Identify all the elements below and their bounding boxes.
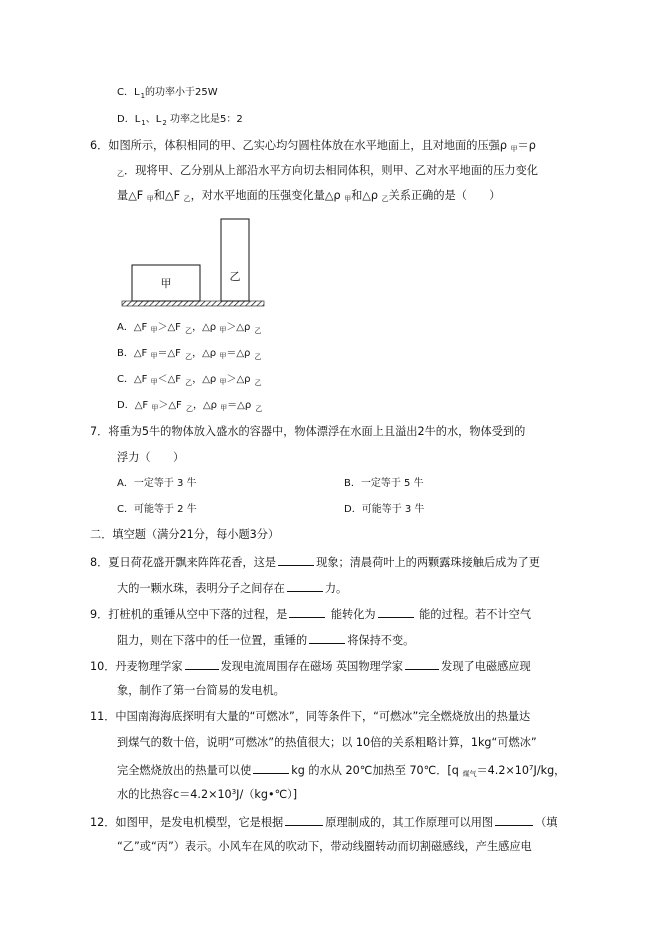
q11-line2: 到煤气的数十倍，说明“可燃冰”的热值很大；以 10倍的关系粗略计算，1kg“可燃冰” (117, 736, 537, 749)
q6-option-b: B．△F $_甲$＝△F $_乙$，△ρ $_甲$＝△ρ $_乙$ (117, 348, 262, 361)
q6-option-d: D．△F $_甲$＞△F $_乙$，△ρ $_甲$＝△ρ $_乙$ (117, 400, 263, 413)
q6-figure (120, 216, 266, 310)
q9-line1: 9．打桩机的重锤从空中下落的过程，是 能转化为 能的过程。若不计空气 (90, 608, 532, 621)
q8-line2: 大的一颗水珠，表明分子之间存在 力。 (117, 582, 348, 595)
q11-blank-1[interactable] (253, 762, 289, 774)
q12-line1: 12．如图甲，是发电机模型，它是根据 原理制成的，其工作原理可以用图 （填 (90, 816, 558, 829)
q12-blank-1[interactable] (285, 814, 323, 826)
q12-line2: “乙”或“丙”）表示。小风车在风的吹动下，带动线圈转动而切割磁感线，产生感应电 (117, 840, 532, 853)
q6-stem-line1: 6．如图所示，体积相同的甲、乙实心均匀圆柱体放在水平地面上，且对地面的压强ρ 甲＝ρ (90, 139, 536, 153)
q9-blank-1[interactable] (289, 606, 325, 618)
q7-option-d: D．可能等于 3 牛 (344, 504, 425, 515)
q6-option-a: A．△F $_甲$＞△F $_乙$，△ρ $_甲$＞△ρ $_乙$ (117, 322, 262, 335)
q11-line4: 水的比热容$c=4.2\times 10^3J/(kg•℃)$] (117, 788, 298, 801)
q8-line1: 8．夏日荷花盛开飘来阵阵花香，这是 现象；清晨荷叶上的两颗露珠接触后成为了更 (90, 556, 540, 569)
q10-line1: 10．丹麦物理学家 发现电流周围存在磁场 英国物理学家 发现了电磁感应现 (90, 660, 531, 673)
q7-option-a: A．一定等于 3 牛 (117, 478, 197, 489)
q9-line2: 阻力，则在下落中的任一位置，重锤的 将保持不变。 (117, 634, 415, 647)
section-title: 二．填空题（满分21分，每小题3分） (90, 528, 280, 541)
q11-line1: 11．中国南海海底探明有大量的“可燃冰”，同等条件下，“可燃冰”完全燃烧放出的热量达 (90, 710, 531, 723)
q11-line3: 完全燃烧放出的热量可以使 kg 的水从 20℃加热至 70℃．[q 煤气$=4.2\times 10^7J/kg$， (117, 764, 566, 778)
cylinder-yi (221, 219, 249, 301)
q5-option-d: D．$L_1$、$L_2$ 功率之比是5：2 (117, 114, 243, 127)
q12-blank-2[interactable] (495, 814, 533, 826)
q8-blank-1[interactable] (278, 554, 314, 566)
q7-stem-line2: 浮力（ ） (117, 451, 185, 464)
q7-option-b: B．一定等于 5 牛 (344, 478, 424, 489)
q7-option-c: C．可能等于 2 牛 (117, 504, 197, 515)
q7-stem-line1: 7．将重为5牛的物体放入盛水的容器中，物体漂浮在水面上且溢出2牛的水，物体受到的 (90, 425, 526, 438)
label-jia: 甲 (160, 277, 172, 290)
q6-stem-line3: 量△F 甲和△F 乙，对水平地面的压强变化量△ρ 甲和△ρ 乙关系正确的是（ ） (117, 189, 501, 203)
q9-blank-3[interactable] (309, 632, 345, 644)
q5-option-c: C．$L_1$的功率小于25W (117, 87, 218, 100)
q10-line2: 象，制作了第一台简易的发电机。 (117, 684, 285, 697)
ground (122, 301, 264, 306)
q6-figure-svg (120, 216, 266, 310)
q10-blank-2[interactable] (405, 658, 439, 670)
q10-blank-1[interactable] (185, 658, 219, 670)
label-yi: 乙 (229, 270, 241, 283)
q8-blank-2[interactable] (287, 580, 323, 592)
q9-blank-2[interactable] (378, 606, 414, 618)
q6-stem-line2: 乙．现将甲、乙分别从上部沿水平方向切去相同体积，则甲、乙对水平地面的压力变化 (117, 164, 538, 178)
q6-option-c: C．△F $_甲$＜△F $_乙$，△ρ $_甲$＞△ρ $_乙$ (117, 374, 262, 387)
